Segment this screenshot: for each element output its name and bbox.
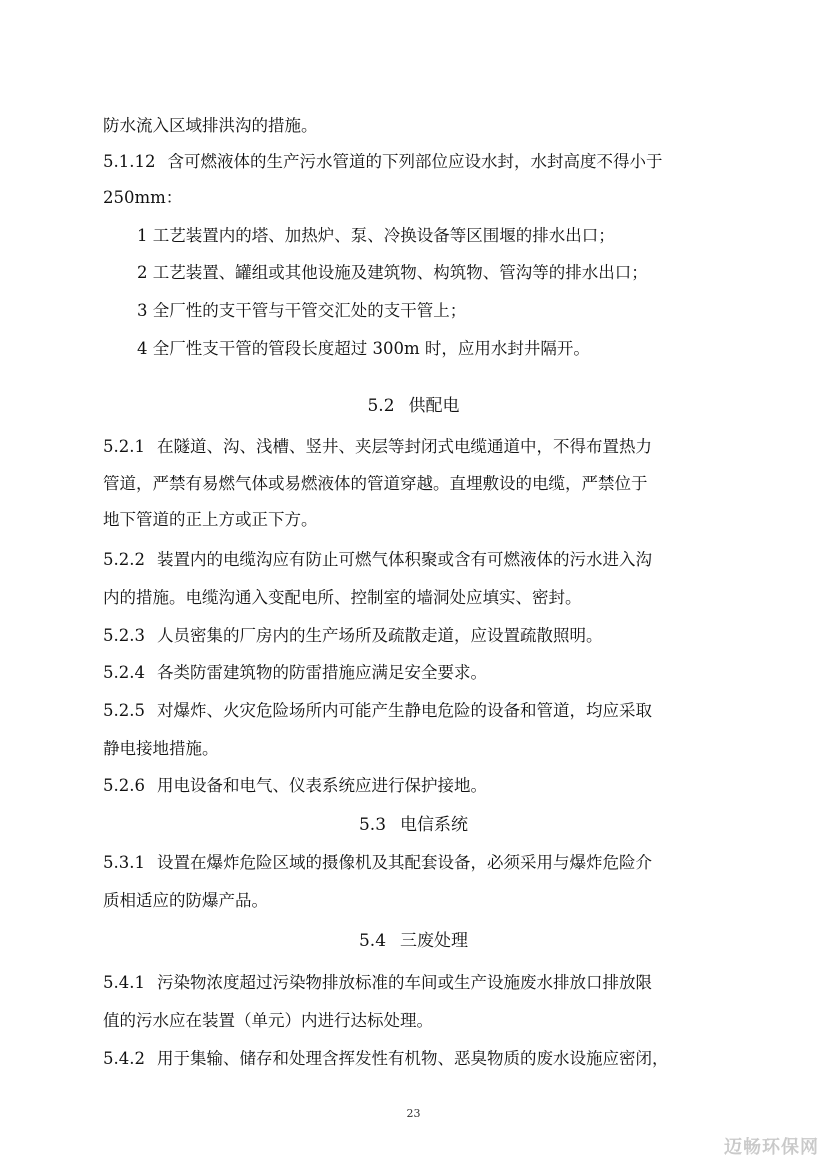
paragraph-line (103, 890, 743, 912)
line-text: 设置在爆炸危险区域的摄像机及其配套设备，必须采用与爆炸危险介 (156, 853, 652, 872)
paragraph-line (103, 473, 743, 495)
clause-number: 5.2.3 (103, 626, 145, 645)
line-text: 在隧道、沟、浅槽、竖井、夹层等封闭式电缆通道中，不得布置热力 (156, 437, 652, 456)
section-heading-5-3 (0, 814, 827, 836)
line-text: 地下管道的正上方或正下方。 (103, 510, 318, 529)
page-number: 23 (406, 1107, 421, 1120)
section-number: 5.4 (358, 931, 387, 951)
clause-number: 5.2.6 (103, 776, 145, 795)
clause-5-3-1 (103, 852, 743, 874)
clause-5-4-1 (103, 972, 743, 994)
clause-number: 5.1.12 (103, 152, 156, 171)
line-text: 用电设备和电气、仪表系统应进行保护接地。 (156, 776, 487, 795)
list-item (137, 262, 777, 284)
line-text: 含可燃液体的生产污水管道的下列部位应设水封，水封高度不得小于 (167, 152, 663, 171)
clause-5-2-3 (103, 625, 743, 647)
list-item-text: 2 工艺装置、罐组或其他设施及建筑物、构筑物、管沟等的排水出口； (137, 263, 648, 282)
line-text: 对爆炸、火灾危险场所内可能产生静电危险的设备和管道，均应采取 (156, 701, 652, 720)
line-text: 质相适应的防爆产品。 (103, 891, 268, 910)
list-item-text: 1 工艺装置内的塔、加热炉、泵、冷换设备等区围堰的排水出口； (137, 226, 615, 245)
section-heading-5-2 (0, 395, 827, 417)
line-text: 250mm： (103, 188, 183, 207)
list-item (137, 338, 777, 360)
line-text: 用于集输、储存和处理含挥发性有机物、恶臭物质的废水设施应密闭， (156, 1049, 669, 1068)
paragraph-line (103, 738, 743, 760)
clause-number: 5.4.1 (103, 973, 145, 992)
clause-5-2-2 (103, 549, 743, 571)
clause-number: 5.2.2 (103, 550, 145, 569)
section-title: 供配电 (408, 396, 460, 416)
paragraph-line (103, 187, 743, 209)
clause-number: 5.2.1 (103, 437, 145, 456)
section-title: 电信系统 (400, 815, 469, 835)
clause-5-2-5 (103, 700, 743, 722)
section-number: 5.3 (358, 815, 387, 835)
clause-5-4-2 (103, 1048, 743, 1070)
line-text: 各类防雷建筑物的防雷措施应满足安全要求。 (156, 663, 487, 682)
clause-5-2-4 (103, 662, 743, 684)
line-text: 内的措施。电缆沟通入变配电所、控制室的墙洞处应填实、密封。 (103, 588, 582, 607)
section-number: 5.2 (367, 396, 395, 416)
list-item-text: 4 全厂性支干管的管段长度超过 300m 时，应用水封井隔开。 (137, 339, 590, 358)
section-title: 三废处理 (400, 931, 469, 951)
list-item (137, 225, 777, 247)
line-text: 静电接地措施。 (103, 739, 219, 758)
list-item-text: 3 全厂性的支干管与干管交汇处的支干管上； (137, 301, 467, 320)
clause-number: 5.2.4 (103, 663, 145, 682)
line-text: 污染物浓度超过污染物排放标准的车间或生产设施废水排放口排放限 (156, 973, 652, 992)
watermark-logo: 迈畅环保网 (724, 1137, 819, 1158)
line-text: 值的污水应在装置（单元）内进行达标处理。 (103, 1011, 433, 1030)
section-heading-5-4 (0, 930, 827, 952)
line-text: 防水流入区域排洪沟的措施。 (103, 116, 318, 135)
line-text: 管道，严禁有易燃气体或易燃液体的管道穿越。直埋敷设的电缆，严禁位于 (103, 474, 648, 493)
clause-5-2-6 (103, 775, 743, 797)
list-item (137, 300, 777, 322)
paragraph-line (103, 587, 743, 609)
line-text: 人员密集的厂房内的生产场所及疏散走道，应设置疏散照明。 (156, 626, 603, 645)
clause-number: 5.2.5 (103, 701, 145, 720)
clause-5-1-12 (103, 151, 743, 173)
paragraph-line (103, 1010, 743, 1032)
paragraph-line (103, 509, 743, 531)
paragraph-line (103, 115, 743, 137)
clause-number: 5.4.2 (103, 1049, 145, 1068)
clause-number: 5.3.1 (103, 853, 145, 872)
line-text: 装置内的电缆沟应有防止可燃气体积聚或含有可燃液体的污水进入沟 (156, 550, 652, 569)
clause-5-2-1 (103, 436, 743, 458)
